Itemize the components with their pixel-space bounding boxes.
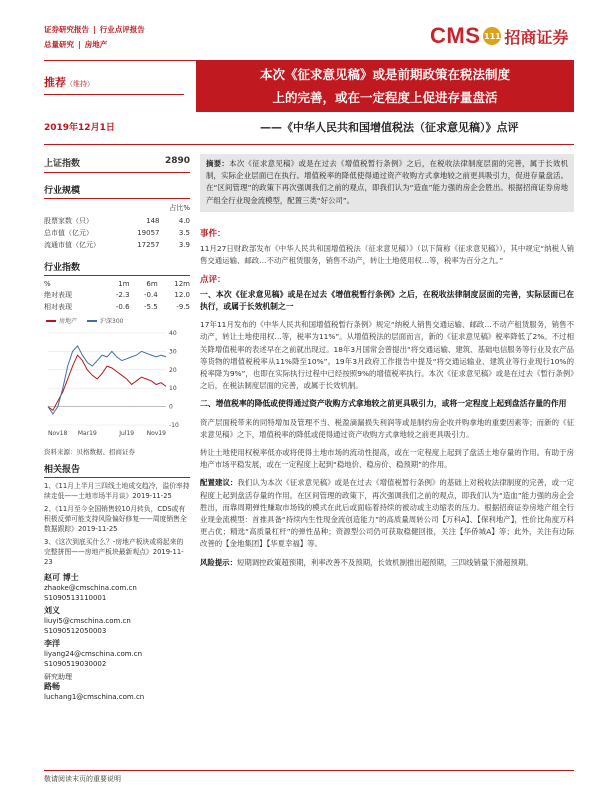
legend-item <box>46 316 77 325</box>
index-row <box>44 152 190 173</box>
table-cell: 4.0 <box>178 216 190 225</box>
table-row <box>44 239 190 251</box>
report-subtitle: ——《中华人民共和国增值税法（征求意见稿）》点评 <box>260 121 519 134</box>
table-header-row <box>44 279 190 289</box>
series-line <box>48 355 166 410</box>
author-name: 李洋 <box>44 638 60 648</box>
tag-real-estate: 房地产 <box>84 40 108 49</box>
config-paragraph <box>200 477 574 550</box>
table-cell: -5.5 <box>143 303 158 312</box>
author <box>44 606 190 636</box>
logo-cms-text: CMS <box>430 23 481 48</box>
x-tick-label: Mar19 <box>77 429 97 437</box>
related-report-item[interactable]: 1、《11月上半月三四线土地成交趋冷，溢价率持续走低——土地市场半月谈》2019-11-25 <box>44 481 190 500</box>
author-email[interactable]: liyang24@cmschina.com.cn <box>44 649 143 658</box>
table-header: 6m <box>146 279 158 288</box>
table-cell: -0.4 <box>143 291 158 300</box>
footer-note: 敬请阅读末页的重要说明 <box>44 775 121 783</box>
chart-source: 资料来源：贝格数据、招商证券 <box>44 447 135 456</box>
related-report-item[interactable]: 2、《11月至今全国销售较10月转负，CDS或有积极反弹可能支持风险偏好修复——周度销售全数据跟踪》2019-11-25 <box>44 504 187 533</box>
abstract-text: 本次《征求意见稿》或是在过去《增值税暂行条例》之后，在税收法律制度层面的完善，属于长效机制，实际企业层面已在执行。增值税率的降低使得通过资产收购方式拿地较之前更具吸引力，促进存量盘活。在“区间管理”的政策下再次强调我们之前的观点，即我们认为“造血”能力强的房企会胜出。根据招商证券房地产组全行业现金流模型，配置三类“好公司”。 <box>206 159 568 205</box>
related-title: 相关报告 <box>44 462 190 478</box>
y-tick-label: 20 <box>169 366 177 374</box>
author <box>44 639 190 669</box>
table-cell: 19057 <box>137 228 160 237</box>
assistant-email[interactable]: luchang1@cmschina.com.cn <box>44 692 145 701</box>
table-cell: 12.0 <box>174 291 190 300</box>
title-line-2: 上的完善，或在一定程度上促进存量盘活 <box>272 90 498 105</box>
rating-divider <box>44 94 184 95</box>
authors <box>44 573 190 702</box>
title-line-1: 本次《征求意见稿》或是前期政策在税法制度 <box>259 67 510 82</box>
table-cell: 3.5 <box>178 228 190 237</box>
logo-cn-text: 招商证券 <box>504 27 569 47</box>
perf-title: 行业指数 <box>44 260 190 276</box>
author-id: S1090519030002 <box>44 659 107 668</box>
author-name: 赵可 博士 <box>44 572 79 582</box>
table-row <box>44 301 190 313</box>
subtitle-divider <box>44 144 574 145</box>
related-report-item[interactable]: 3、《这次到底买什么？-房地产板块或将起来的完整拼图——房地产板块最新观点》2019-11-23 <box>44 537 184 566</box>
abstract-box <box>200 154 574 212</box>
logo-badge-icon: 111 <box>483 27 501 45</box>
related-reports <box>44 481 190 567</box>
risk-paragraph <box>200 557 574 569</box>
table-header: % <box>44 279 51 288</box>
performance-chart <box>44 329 190 441</box>
table-cell: 总市值（亿元） <box>44 228 93 237</box>
legend-label: 沪深300 <box>100 317 124 325</box>
x-tick-label: Nov18 <box>48 429 68 437</box>
tag-securities-report: 证券研究报告 <box>44 25 89 34</box>
table-cell: -9.5 <box>176 303 190 312</box>
main-content <box>200 226 574 575</box>
table-cell: -0.6 <box>115 303 130 312</box>
point2-text-b: 转让土地使用权税率低亦或将使得土地市场的流动性提高，或在一定程度上起到了盘活土地存量的作用。有助于房地产市场平稳发展，或在一定程度上起到“稳地价、稳房价、稳预期”的作用。 <box>200 448 574 470</box>
y-tick-label: 40 <box>169 329 177 337</box>
table-header: 1m <box>118 279 130 288</box>
table-cell: 相对表现 <box>44 303 72 312</box>
point1-text: 17年11月发布的《中华人民共和国增值税暂行条例》规定“纳税人销售交通运输、邮政…不动产租赁服务，销售不动产，转让土地使用权…等，税率为11%”。从增值税法的层面而言，新的《征求意见稿》税率降低了2%。不过相关降增值税率的表述早在之前就出现过。18年3月国常会曾提出“将交通运输、建筑、基础电信服务等行业及农产品等货物的增值税税率从11%降至10%”。19年3月政府工作报告中提及“将交通运输业、建筑业等行业现行10%的税率降为9%”，也即在实际执行过程中已经按照9%的增值税率执行。本次《征求意见稿》或是在过去《暂行条例》之后，在税法制度层面的完善，或属于长效机制。 <box>200 320 574 391</box>
scale-table <box>44 202 190 252</box>
config-text: 我们认为本次《征求意见稿》或是在过去《增值税暂行条例》的基础上对税收法律制度的完善，或一定程度上起到盘活存量的作用。在区间管理的政策下，再次强调我们之前的观点，即我们认为“造血”能力强的房企会胜出，而靠周期弹性赚取市场钱的模式在此后或面临着持续的被动或主动缩表的压力。根据招商证券房地产组全行业现金流模型：首推具备“持续内生性现金流创造能力”的高质量周转公司【万科A】、【保利地产】，性价比角度万科更占优；精选“高质量杠杆”的弹性品种；资源型公司仍可获取稳健回报，关注【华侨城A】等；此外，关注有边际改善的【金地集团】【华夏幸福】等。 <box>200 478 574 549</box>
cms-logo <box>430 22 568 50</box>
y-tick-label: 30 <box>169 348 177 356</box>
author-email[interactable]: liuyi5@cmschina.com.cn <box>44 616 131 625</box>
rating-label: 推荐 <box>44 76 66 89</box>
y-tick-label: 0 <box>169 403 173 411</box>
assistant-label: 研究助理 <box>44 672 72 681</box>
point2-text-a: 资产层面税带来的同特增加及管理不当、税盈滴漏损失利润等或是制约房企收并购拿地的重要因素等；而新的《征求意见稿》之下，增值税率的降低或使得通过资产收购方式拿地较之前更具吸引力。 <box>200 417 574 439</box>
author-id: S1090513110001 <box>44 593 107 602</box>
table-cell: 148 <box>146 216 160 225</box>
tag-industry-review: 行业点评报告 <box>99 25 145 34</box>
assistant <box>44 672 190 702</box>
scale-col-header: 占比% <box>169 204 190 213</box>
rating <box>44 74 94 90</box>
tag-macro-research: 总量研究 <box>44 40 74 49</box>
index-value: 2890 <box>164 156 190 166</box>
perf-table <box>44 279 190 314</box>
y-tick-label: 10 <box>169 384 177 392</box>
author <box>44 573 190 603</box>
assistant-name: 路畅 <box>44 681 60 691</box>
author-email[interactable]: zhaoke@cmschina.com.cn <box>44 583 137 592</box>
risk-text: 短期调控政策超预期，利率改善不及预期，长效机制推出超预期，三四线销量下滑超预期。 <box>236 557 533 567</box>
table-cell: 17257 <box>137 241 160 250</box>
footer-divider <box>44 770 574 771</box>
table-header: 12m <box>174 279 190 288</box>
table-row <box>44 289 190 301</box>
event-text: 11月27日财政部发布《中华人民共和国增值税法（征求意见稿）》（以下简称《征求意见稿》），其中规定“纳税人销售交通运输、邮政…不动产租赁服务，销售不动产，转让土地使用权…等，税率为百分之九。” <box>200 244 574 266</box>
author-name: 刘义 <box>44 605 60 615</box>
table-row <box>44 227 190 239</box>
event-label: 事件： <box>200 229 226 239</box>
report-title <box>196 60 574 112</box>
rating-status: （维持） <box>66 80 94 88</box>
table-cell: -2.3 <box>115 291 130 300</box>
chart-legend <box>46 316 190 325</box>
index-label: 上证指数 <box>44 159 81 169</box>
risk-label: 风险提示： <box>200 557 237 567</box>
table-cell: 股票家数（只） <box>44 216 93 225</box>
author-id: S1090512050003 <box>44 626 107 635</box>
abstract-label: 摘要： <box>206 159 230 168</box>
point2-title: 二、增值税率的降低或使得通过资产收购方式拿地较之前更具吸引力，或将一定程度上起到盘活存量的作用 <box>200 399 567 409</box>
x-tick-label: Jul19 <box>119 429 135 437</box>
point1-title: 一、本次《征求意见稿》或是在过去《增值税暂行条例》之后，在税收法律制度层面的完善，实际层面已在执行，或属于长效机制之一 <box>200 289 574 312</box>
legend-label: 房地产 <box>59 317 78 325</box>
config-label: 配置建议： <box>200 478 238 488</box>
x-tick-label: Nov19 <box>146 429 166 437</box>
y-tick-label: -10 <box>169 421 179 429</box>
comment-label: 点评： <box>200 274 226 285</box>
table-cell: 绝对表现 <box>44 291 72 300</box>
scale-title: 行业规模 <box>44 183 190 199</box>
legend-item <box>87 316 123 325</box>
table-cell: 3.9 <box>178 241 190 250</box>
table-row <box>44 214 190 226</box>
report-tags: 证券研究报告 | 行业点评报告 总量研究 | 房地产 <box>44 22 145 52</box>
sidebar <box>44 152 190 702</box>
report-date: 2019年12月1日 <box>44 123 115 133</box>
table-cell: 流通市值（亿元） <box>44 241 100 250</box>
